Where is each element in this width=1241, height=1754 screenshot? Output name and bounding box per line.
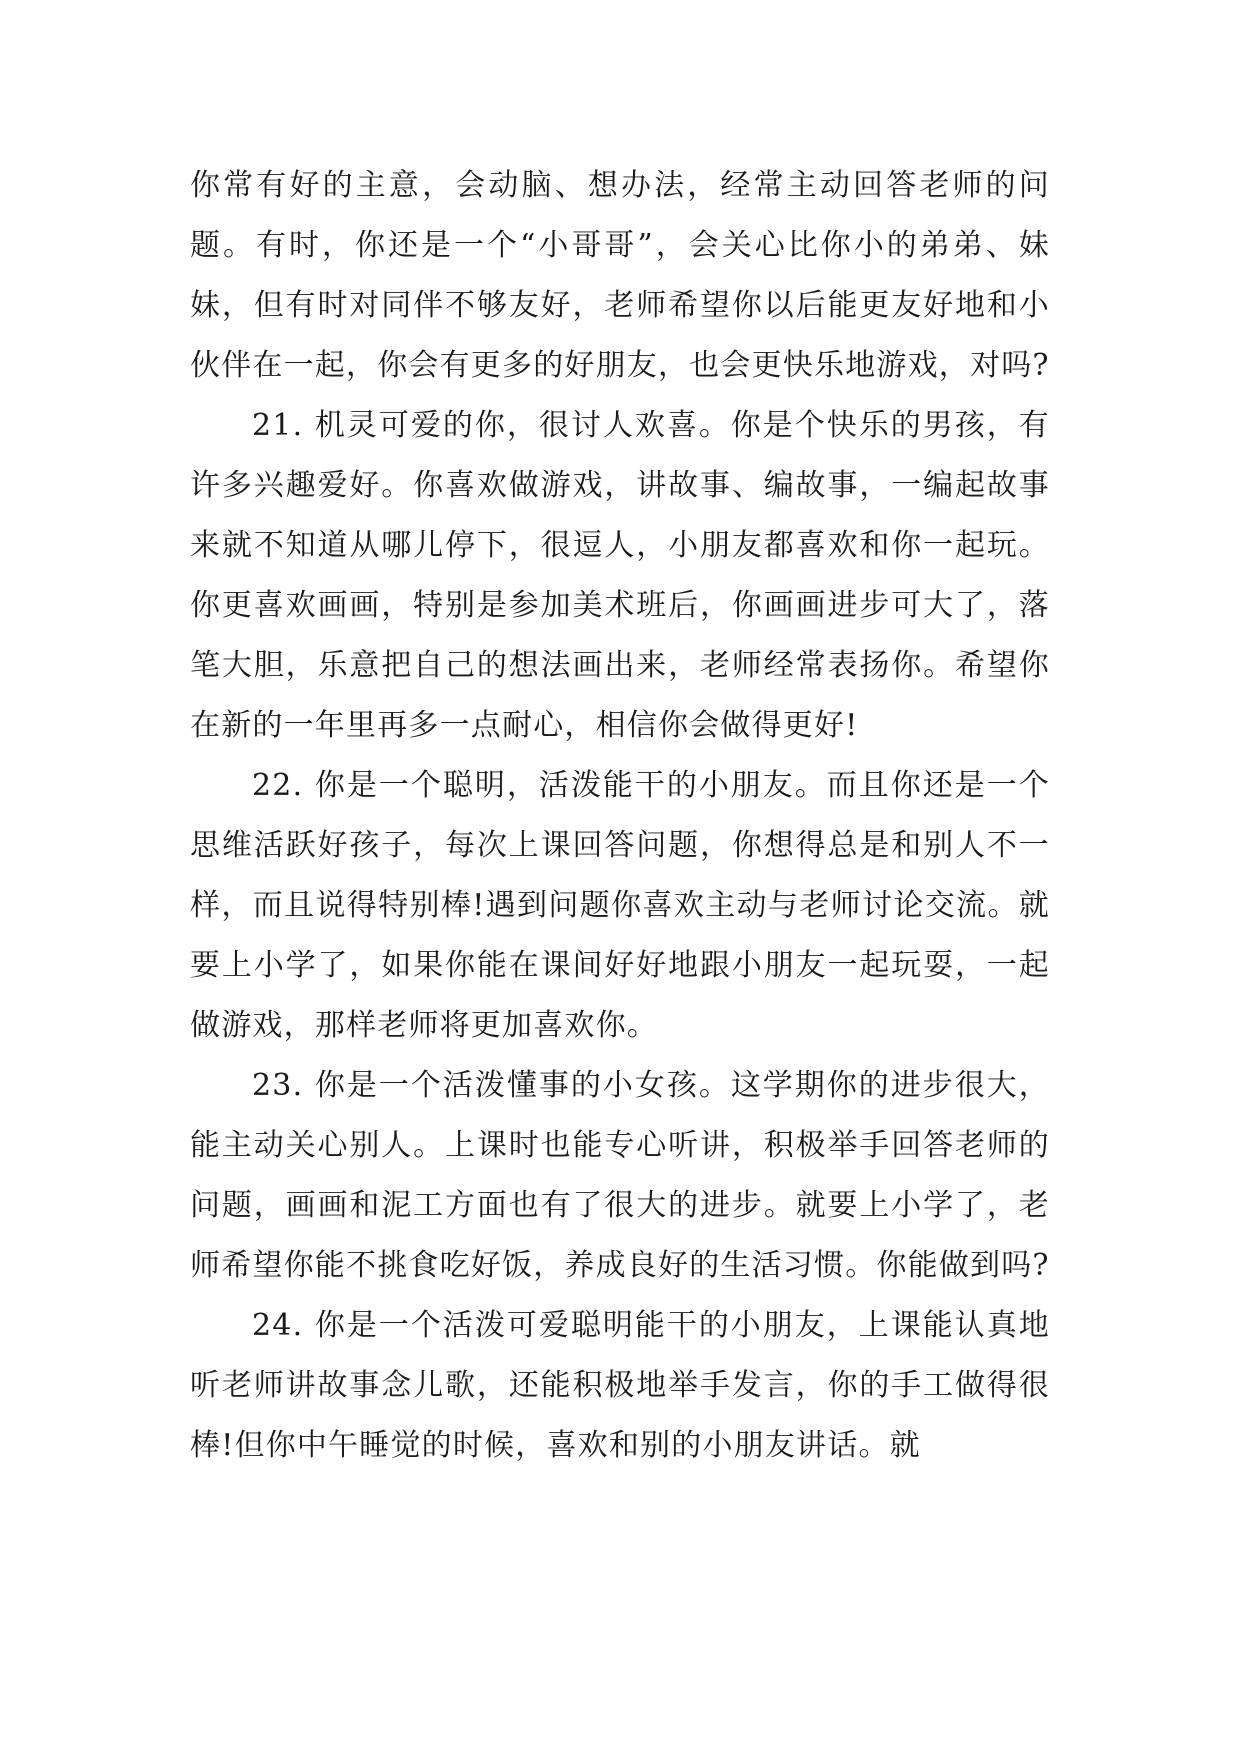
paragraph-item-21: 21. 机灵可爱的你，很讨人欢喜。你是个快乐的男孩，有许多兴趣爱好。你喜欢做游戏，讲故事、编故事，一编起故事来就不知道从哪儿停下，很逗人，小朋友都喜欢和你一起玩。你更喜欢画画，特别是参加美术班后，你画画进步可大了，落笔大胆，乐意把自己的想法画出来，老师经常表扬你。希望你在新的一年里再多一点耐心，相信你会做得更好! — [190, 408, 1050, 743]
paragraph-item-24: 24. 你是一个活泼可爱聪明能干的小朋友，上课能认真地听老师讲故事念儿歌，还能积极地举手发言，你的手工做得很棒!但你中午睡觉的时候，喜欢和别的小朋友讲话。就 — [190, 1308, 1050, 1463]
document-body — [190, 156, 1050, 1476]
paragraph-item-23: 23. 你是一个活泼懂事的小女孩。这学期你的进步很大，能主动关心别人。上课时也能专心听讲，积极举手回答老师的问题，画画和泥工方面也有了很大的进步。就要上小学了，老师希望你能不挑食吃好饭，养成良好的生活习惯。你能做到吗? — [190, 1068, 1050, 1283]
paragraph-continuation: 你常有好的主意，会动脑、想办法，经常主动回答老师的问题。有时，你还是一个“小哥哥”，会关心比你小的弟弟、妹妹，但有时对同伴不够友好，老师希望你以后能更友好地和小伙伴在一起，你会有更多的好朋友，也会更快乐地游戏，对吗? — [190, 168, 1050, 383]
paragraph-item-22: 22. 你是一个聪明，活泼能干的小朋友。而且你还是一个思维活跃好孩子，每次上课回答问题，你想得总是和别人不一样，而且说得特别棒!遇到问题你喜欢主动与老师讨论交流。就要上小学了，如果你能在课间好好地跟小朋友一起玩耍，一起做游戏，那样老师将更加喜欢你。 — [190, 768, 1050, 1043]
